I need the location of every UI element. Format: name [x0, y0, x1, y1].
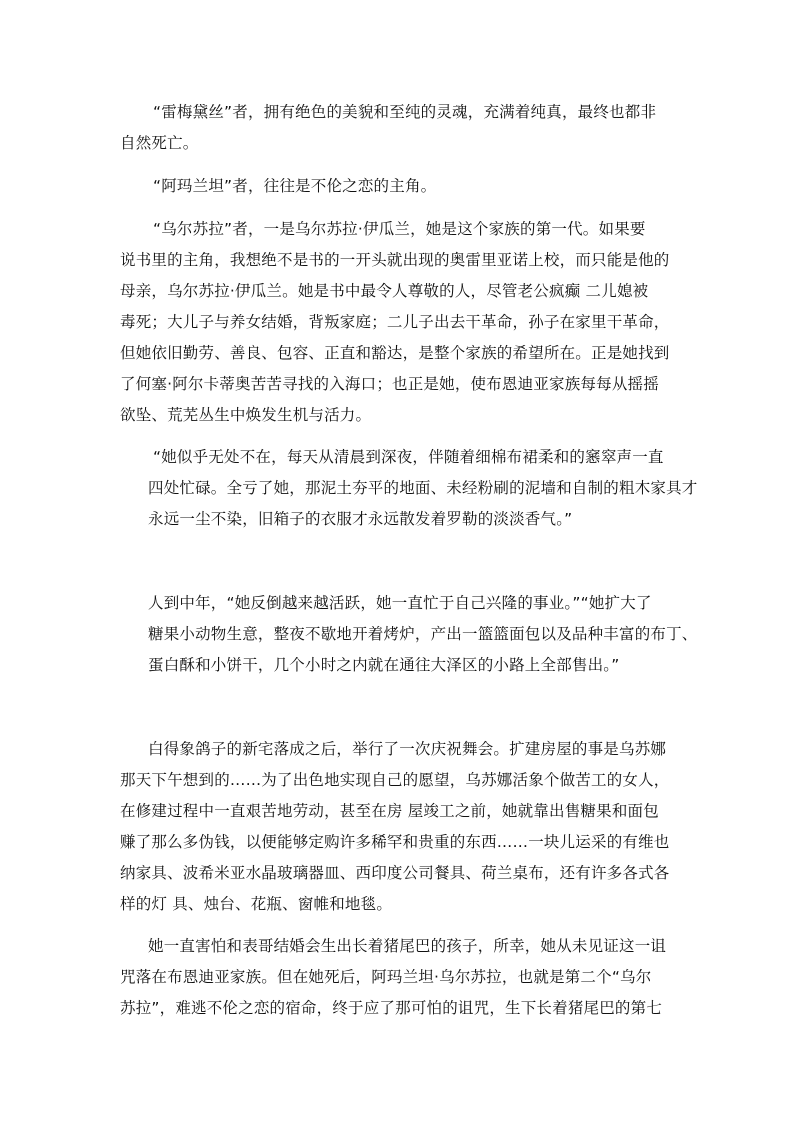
- text-line: 苏拉”，难逃不伦之恋的宿命，终于应了那可怕的诅咒，生下长着猪尾巴的第七: [120, 999, 663, 1017]
- text-line: “阿玛兰坦”者，往往是不伦之恋的主角。: [153, 177, 437, 195]
- text-line: “乌尔苏拉”者，一是乌尔苏拉·伊瓜兰，她是这个家族的第一代。如果要: [153, 220, 646, 238]
- text-line: 永远一尘不染，旧箱子的衣服才永远散发着罗勒的淡淡香气。”: [148, 510, 573, 528]
- text-line: 四处忙碌。全亏了她，那泥土夯平的地面、未经粉刷的泥墙和自制的粗木家具才: [148, 479, 698, 497]
- text-line: 赚了那么多伪钱，以便能够定购许多稀罕和贵重的东西……一块儿运采的有维也: [120, 833, 670, 851]
- text-line: 了何塞·阿尔卡蒂奥苦苦寻找的入海口；也正是她，使布恩迪亚家族每每从摇摇: [120, 375, 659, 393]
- text-line: 样的灯 具、烛台、花瓶、窗帷和地毯。: [120, 895, 393, 913]
- text-line: 说书里的主角，我想绝不是书的一开头就出现的奥雷里亚诺上校，而只能是他的: [120, 251, 670, 269]
- text-line: 那天下午想到的……为了出色地实现自己的愿望，乌苏娜活象个做苦工的女人，: [120, 771, 670, 789]
- text-line: 在修建过程中一直艰苦地劳动，甚至在房 屋竣工之前，她就靠出售糖果和面包: [120, 802, 659, 820]
- text-line: 蛋白酥和小饼干，几个小时之内就在通往大泽区的小路上全部售出。”: [148, 656, 620, 674]
- text-line: 母亲，乌尔苏拉·伊瓜兰。她是书中最令人尊敬的人，尽管老公疯癫 二儿媳被: [120, 282, 649, 300]
- text-line: 白得象鸽子的新宅落成之后，举行了一次庆祝舞会。扩建房屋的事是乌苏娜: [148, 740, 667, 758]
- text-line: “雷梅黛丝”者，拥有绝色的美貌和至纯的灵魂，充满着纯真，最终也都非: [153, 103, 657, 121]
- text-line: 自然死亡。: [120, 134, 199, 152]
- text-line: 纳家具、波希米亚水晶玻璃器皿、西印度公司餐具、荷兰桌布，还有许多各式各: [120, 864, 670, 882]
- text-line: 人到中年，“她反倒越来越活跃，她一直忙于自己兴隆的事业。”“她扩大了: [148, 594, 652, 612]
- text-line: 咒落在布恩迪亚家族。但在她死后，阿玛兰坦·乌尔苏拉，也就是第二个“乌尔: [120, 968, 652, 986]
- text-line: “她似乎无处不在，每天从清晨到深夜，伴随着细棉布裙柔和的窸窣声一直: [153, 448, 664, 466]
- text-line: 她一直害怕和表哥结婚会生出长着猪尾巴的孩子，所幸，她从未见证这一诅: [148, 937, 667, 955]
- text-line: 糖果小动物生意，整夜不歇地开着烤炉，产出一篮篮面包以及品种丰富的布丁、: [148, 625, 698, 643]
- text-line: 毒死；大儿子与养女结婚，背叛家庭；二儿子出去干革命，孙子在家里干革命，: [120, 313, 670, 331]
- text-line: 但她依旧勤劳、善良、包容、正直和豁达，是整个家族的希望所在。正是她找到: [120, 344, 670, 362]
- text-line: 欲坠、荒芜丛生中焕发生机与活力。: [120, 406, 372, 424]
